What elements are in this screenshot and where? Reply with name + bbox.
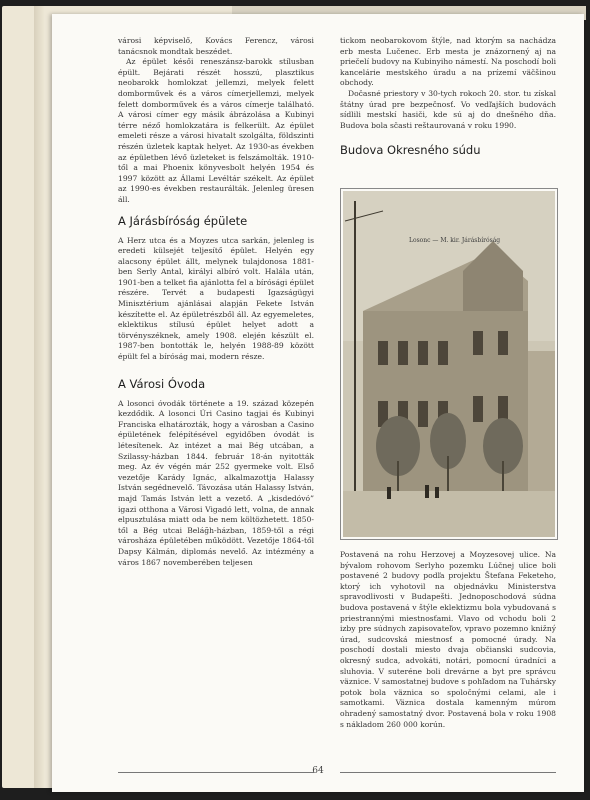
book-spine <box>34 6 44 788</box>
paragraph: Az épület késői reneszánsz-barokk stílusban épült. Bejárati részét hosszú, plasztikus neobarokk homlokzat jellemzi, melyek felett domborművek és a város címerjellemzi, melyek felett domborművek és a város címerje található. A városi címer egy másik ábrázolása a Kubinyi térre néző homlokzatára is felkerült. Az épület emeleti része a városi hivatalt szolgálta, földszinti részén üzletek kaptak helyet. Az 1930-as években az épületben lévő üzleteket is felszámolták. 1910-től a mai Phoenix könyvesbolt helyén 1954 és 1997 között az Állami Levéltár székelt. Az épület az 1990-es években restaurálták. Jelenleg üresen áll. <box>118 57 314 204</box>
right-column-lower <box>340 550 556 730</box>
right-column <box>340 36 556 165</box>
paragraph: A Herz utca és a Moyzes utca sarkán, jelenleg is eredeti külsejét teljesítő épület. Helyén egy alacsony épület állt, melynek tulajdonosa 1881-ben Serly Antal, királyi albíró volt. Halála után, 1901-ben a telket fia ajánlotta fel a bírósági épület részére. Tervét a budapesti Igazságügyi Minisztérium ajánlásai alapján Fekete István készítette el. Az épületrészből áll. Az egyemeletes, eklektikus stílusú épület helyet adott a törvényszéknek, amely 1908. elején készült el. 1987-ben bontották le, helyén 1988-89 között épült fel a bíróság mai, modern része. <box>118 235 314 362</box>
paragraph: Dočasné priestory v 30-tych rokoch 20. stor. tu získal štátny úrad pre bezpečnosť. Vo vedľajších budovách sídlili mestskí hasiči, kde sú aj do dnešného dňa. Budova bola sčasti reštaurovaná v roku 1990. <box>340 88 556 130</box>
book-page <box>52 14 584 792</box>
left-column <box>118 36 314 568</box>
historic-photo-frame <box>340 188 558 540</box>
figure-heading: Budova Okresného súdu <box>340 143 481 158</box>
paragraph: tickom neobarokovom štýle, nad ktorým sa nachádza erb mesta Lučenec. Erb mesta je znázornený aj na priečelí budovy na Kubinyiho námestí. Na poschodí boli kancelárie mestského úradu a na prízemí väčšinou obchody. <box>340 36 556 88</box>
page-number: 64 <box>312 766 324 776</box>
section-heading-jarasbirosag: A Járásbíróság épülete <box>118 213 248 228</box>
section-heading-ovoda: A Városi Óvoda <box>118 376 206 391</box>
paragraph: Postavená na rohu Herzovej a Moyzesovej ulice. Na bývalom rohovom Serlyho pozemku Lúčnej ulice boli postavené 2 budovy podľa projektu Štefana Feketeho, ktorý ich vyhotovil na objednávku Ministerstva spravodlivosti v Budapešti. Jednoposchodová súdna budova postavená v štýle eklektizmu bola vybudovaná s priestrannými miestnosťami. Vlavo od vchodu boli 2 izby pre súdnych zapisovateľov, vpravo pozemno knižný úrad, sudcovská miestnosť a pomocné úrady. Na poschodí dostali miesto dvaja občianski sudcovia, okresný sudca, advokáti, notári, pomocní úradníci a sluhovia. V suteréne boli drevárne a byt pre správcu väznice. V samostatnej budove s pohľadom na Tuhársky potok bola väznica so spoločnými celami, ale i samotkami. Väznica dostala kamenným múrom ohradený samostatný dvor. Postavená bola v roku 1908 s nákladom 260 000 korún. <box>340 550 556 729</box>
paragraph: A losonci óvodák története a 19. század közepén kezdődik. A losonci Úri Casino tagjai és Kubinyi Franciska elhatározták, hogy a városban a Casino épületének felépítésével egyidőben óvodát is létesítenek. Az intézet a mai Bég utcában, a Szilassy-házban 1844. február 18-án nyitották meg. Az év végén már 252 gyermeke volt. Első vezetője Karády Ignác, alkalmazottja Halassy István segédnevelő. Távozása után Halassy István, majd Tamás István lett a vezető. A „kisdedóvó” igazi otthona a Városi Vigadó lett, volna, de annak elpusztulása miatt oda be nem költözhetett. 1850-től a Bég utcai Beláğh-házban, 1859-től a régi városháza épületében működött. Vezetője 1864-től Dapsy Kálmán, diplomás nevelő. Az intézmény a város 1867 novemberében teljesen <box>118 398 314 567</box>
photo-caption: Losonc — M. kir. Járásbíróság <box>409 237 501 244</box>
court-building-photo <box>343 191 555 537</box>
paragraph: városi képviselő, Kovács Ferencz, városi tanácsnok mondtak beszédet. <box>118 36 314 56</box>
